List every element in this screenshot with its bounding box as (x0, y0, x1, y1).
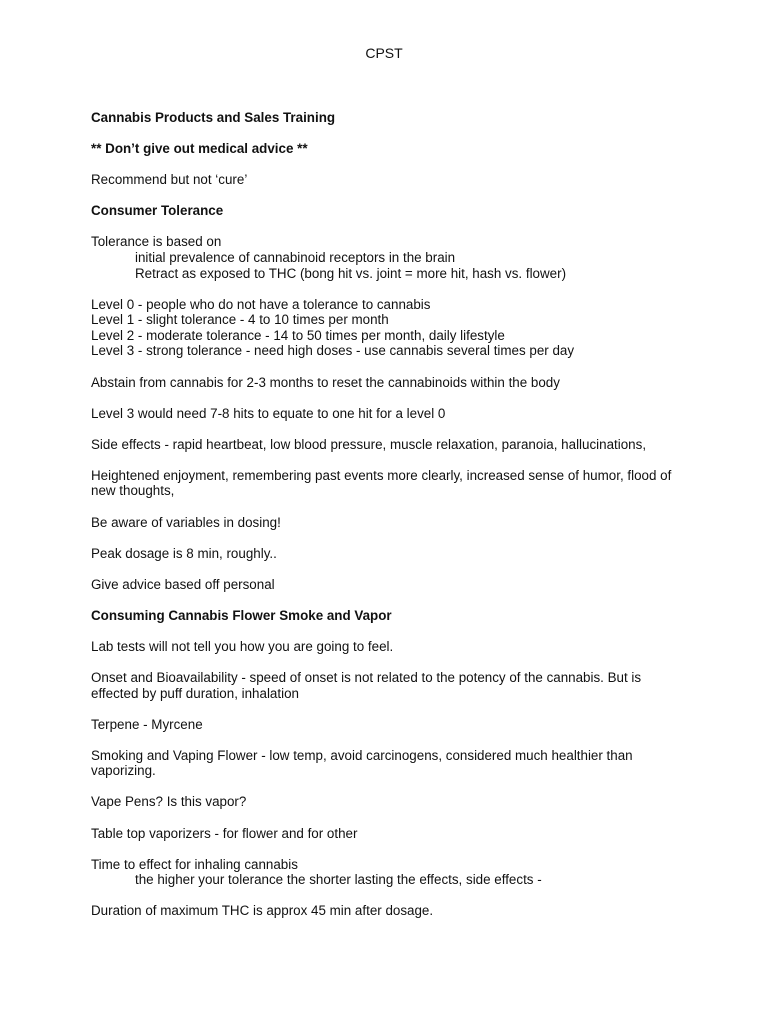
tolerance-block (91, 234, 691, 281)
level-line: Level 1 - slight tolerance - 4 to 10 times per month (91, 312, 389, 328)
level3-text: Level 3 would need 7-8 hits to equate to one hit for a level 0 (91, 405, 446, 421)
smoking-text: Smoking and Vaping Flower - low temp, avoid carcinogens, considered much healthier than vaporizing. (91, 747, 633, 779)
level-line: Level 3 - strong tolerance - need high doses - use cannabis several times per day (91, 343, 575, 359)
side-effects-text: Side effects - rapid heartbeat, low blood pressure, muscle relaxation, paranoia, hallucinations, (91, 436, 647, 452)
page-header: CPST (365, 45, 403, 61)
section-heading-consumer-tolerance: Consumer Tolerance (91, 203, 224, 219)
document-body (91, 110, 691, 934)
tolerance-sub-item: initial prevalence of cannabinoid receptors in the brain (135, 249, 456, 265)
heightened-text: Heightened enjoyment, remembering past events more clearly, increased sense of humor, flood of new thoughts, (91, 467, 672, 499)
peak-text: Peak dosage is 8 min, roughly.. (91, 545, 277, 561)
warning-text: ** Don’t give out medical advice ** (91, 141, 308, 157)
level-line: Level 2 - moderate tolerance - 14 to 50 times per month, daily lifestyle (91, 327, 505, 343)
time-block (91, 857, 691, 888)
aware-text: Be aware of variables in dosing! (91, 514, 281, 530)
tolerance-sub-item: Retract as exposed to THC (bong hit vs. joint = more hit, hash vs. flower) (135, 265, 567, 281)
level-line: Level 0 - people who do not have a tolerance to cannabis (91, 296, 431, 312)
duration-text: Duration of maximum THC is approx 45 min after dosage. (91, 903, 434, 919)
tolerance-intro: Tolerance is based on (91, 234, 222, 250)
terpene-text: Terpene - Myrcene (91, 716, 203, 732)
document-title: Cannabis Products and Sales Training (91, 110, 336, 125)
advice-text: Give advice based off personal (91, 576, 275, 592)
abstain-text: Abstain from cannabis for 2-3 months to reset the cannabinoids within the body (91, 374, 560, 390)
vape-text: Vape Pens? Is this vapor? (91, 794, 247, 810)
lab-text: Lab tests will not tell you how you are going to feel. (91, 638, 394, 654)
section-heading-consuming-flower: Consuming Cannabis Flower Smoke and Vapor (91, 607, 392, 623)
time-intro: Time to effect for inhaling cannabis (91, 856, 298, 872)
onset-text: Onset and Bioavailability - speed of onset is not related to the potency of the cannabis. But is effected by puff duration, inhalation (91, 669, 642, 701)
tabletop-text: Table top vaporizers - for flower and for other (91, 825, 358, 841)
time-sub-item: the higher your tolerance the shorter lasting the effects, side effects - (135, 872, 542, 888)
recommend-text: Recommend but not ‘cure’ (91, 172, 248, 188)
levels-block (91, 297, 691, 359)
